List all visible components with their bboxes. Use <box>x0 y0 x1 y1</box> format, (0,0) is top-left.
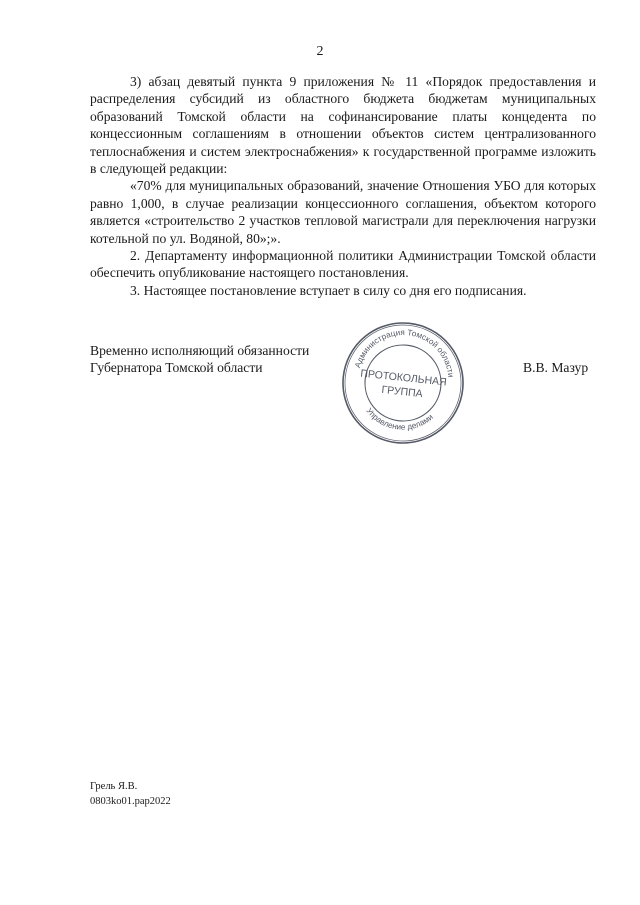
file-code: 0803ko01.pap2022 <box>90 796 171 807</box>
paragraph-new-wording: «70% для муниципальных образований, значение Отношения УБО для которых равно 1,000, в случае реализации концессионного соглашения, объектом которого является «строительство 2 участков тепловой магистрали для переключения нагрузки котельной по ул. Водяной, 80»;». <box>90 178 596 246</box>
page-number: 2 <box>316 44 324 59</box>
signatory-name: В.В. Мазур <box>523 360 589 375</box>
paragraph-amendment: 3) абзац девятый пункта 9 приложения № 11 «Порядок предоставления и распределения субсидий из областного бюджета бюджетам муниципальных образований Томской области на софинансирование платы концедента по концессионным соглашениям в отношении объектов систем централизованного теплоснабжения и систем электроснабжения» к государственной программе изложить в следующей редакции: <box>90 74 596 177</box>
stamp-center-line-1: ПРОТОКОЛЬНАЯ <box>359 367 448 389</box>
document-body <box>90 73 596 299</box>
signatory-title-line-2: Губернатора Томской области <box>90 360 263 376</box>
signatory-title <box>90 342 309 377</box>
footer-executor-block <box>90 779 171 809</box>
executor-name: Грель Я.В. <box>90 781 138 792</box>
stamp-ring-bottom-text: Управление делами <box>364 406 435 432</box>
stamp-ring-top-text: Администрация Томской области <box>353 327 456 378</box>
paragraph-effective-date: 3. Настоящее постановление вступает в силу со дня его подписания. <box>130 282 527 298</box>
signatory-title-line-1: Временно исполняющий обязанности <box>90 343 310 358</box>
stamp-center-line-2: ГРУППА <box>380 383 424 401</box>
paragraph-publication: 2. Департаменту информационной политики Администрации Томской области обеспечить опубликование настоящего постановления. <box>90 248 596 281</box>
seal-stamp <box>338 318 468 448</box>
